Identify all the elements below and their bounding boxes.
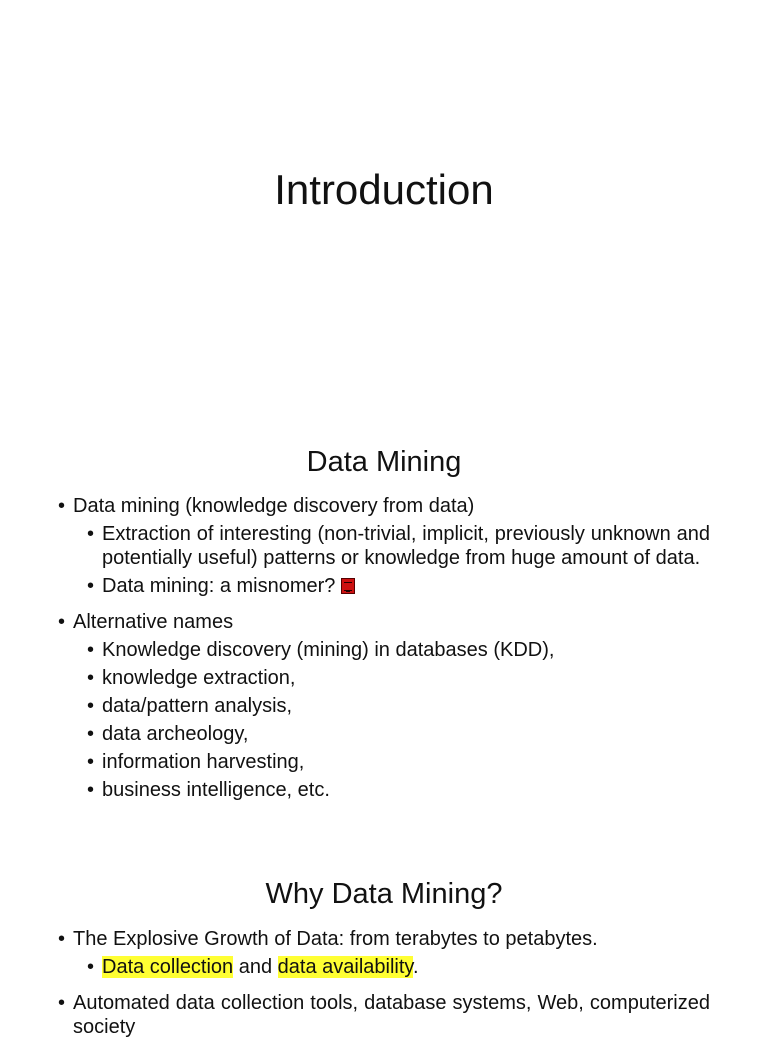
sub-bullet-item: • knowledge extraction, <box>87 666 710 690</box>
sub-bullet-item <box>87 574 710 598</box>
bullet-item: • Alternative names <box>58 610 710 634</box>
slide-introduction <box>0 0 768 432</box>
plain-text: and <box>233 956 278 978</box>
bullet-item: • Data mining (knowledge discovery from data) <box>58 494 710 518</box>
slide-data-mining <box>0 432 768 864</box>
slide-title: Introduction <box>274 166 494 213</box>
sub-bullet-item: • Extraction of interesting (non-trivial, implicit, previously unknown and potentially useful) patterns or knowledge from huge amount of data. <box>87 522 710 570</box>
sub-bullet-text: Data mining: a misnomer? <box>102 575 336 597</box>
sub-bullet-item <box>87 955 710 979</box>
highlighted-text: data availability <box>277 956 413 978</box>
slide-content <box>58 923 710 1039</box>
sub-bullet-item: • data archeology, <box>87 722 710 746</box>
bullet-item: • The Explosive Growth of Data: from terabytes to petabytes. <box>58 927 710 951</box>
highlighted-text: Data collection <box>102 956 234 978</box>
slide-content <box>58 490 710 802</box>
slide-title: Why Data Mining? <box>265 878 503 910</box>
sub-bullet-item: • data/pattern analysis, <box>87 694 710 718</box>
document-icon[interactable] <box>341 578 355 594</box>
sub-bullet-item: • Knowledge discovery (mining) in databases (KDD), <box>87 638 710 662</box>
slide-title: Data Mining <box>306 446 462 478</box>
bullet-item: • Automated data collection tools, database systems, Web, computerized society <box>58 991 710 1039</box>
sub-bullet-item: • information harvesting, <box>87 750 710 774</box>
plain-text: . <box>412 956 419 978</box>
slide-why-data-mining <box>0 864 768 1038</box>
sub-bullet-item: • business intelligence, etc. <box>87 778 710 802</box>
